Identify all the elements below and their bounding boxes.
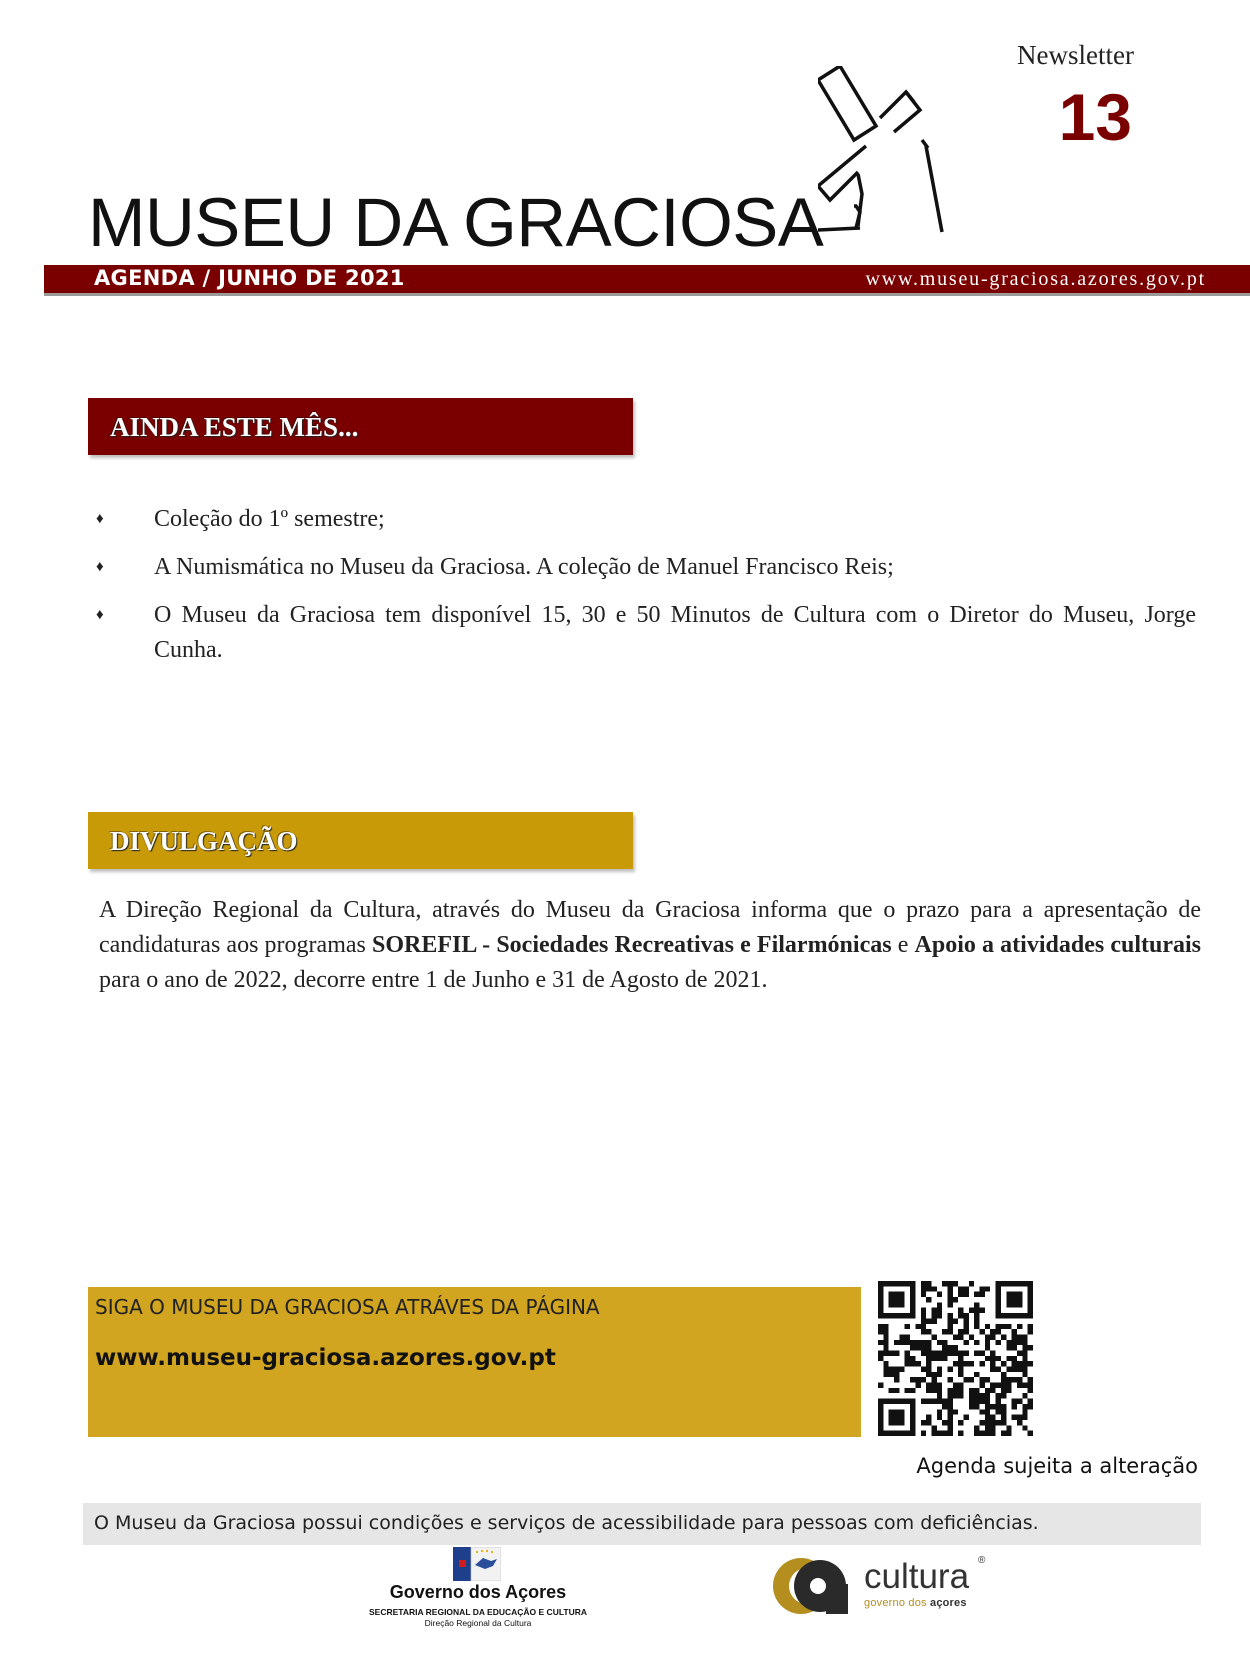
header-website-link[interactable]: www.museu-graciosa.azores.gov.pt	[865, 268, 1206, 290]
agenda-note: Agenda sujeita a alteração	[916, 1454, 1198, 1478]
cultura-subtitle-bold: açores	[930, 1597, 967, 1609]
diamond-bullet-icon: ♦	[96, 511, 104, 527]
azores-flag-icon	[453, 1547, 501, 1581]
list-item	[92, 598, 1196, 668]
section-title-ainda: AINDA ESTE MÊS...	[110, 412, 359, 442]
follow-box	[88, 1287, 861, 1437]
cultura-registered: ®	[978, 1555, 986, 1566]
follow-label: SIGA O MUSEU DA GRACIOSA ATRÁVES DA PÁGINA	[95, 1295, 600, 1319]
diamond-bullet-icon: ♦	[96, 559, 104, 575]
issue-number: 13	[1058, 80, 1132, 154]
cultura-subtitle-prefix: governo dos	[864, 1597, 930, 1609]
list-item-text: A Numismática no Museu da Graciosa. A coleção de Manuel Francisco Reis;	[154, 554, 894, 580]
divulgacao-text-2: e	[891, 932, 915, 958]
newsletter-label: Newsletter	[1017, 40, 1134, 70]
governo-direcao: Direção Regional da Cultura	[424, 1618, 532, 1628]
cultura-mark-icon	[768, 1553, 864, 1623]
divulgacao-bold-sorefil: SOREFIL - Sociedades Recreativas e Filarmónicas	[372, 932, 892, 958]
ainda-list	[92, 502, 1196, 681]
list-item-text: Coleção do 1º semestre;	[154, 506, 385, 532]
divulgacao-paragraph	[99, 893, 1201, 998]
accessibility-text: O Museu da Graciosa possui condições e serviços de acessibilidade para pessoas com deficiências.	[94, 1512, 1039, 1534]
section-title-divulgacao: DIVULGAÇÃO	[110, 826, 298, 856]
windmill-icon	[818, 66, 1008, 251]
divulgacao-text-1: A Direção Regional da Cultura, através do Museu da Graciosa informa que o prazo para a apresentação de candidaturas aos programas	[99, 897, 1201, 958]
governo-acores-logo	[363, 1545, 593, 1667]
governo-name: Governo dos Açores	[389, 1582, 567, 1602]
diamond-bullet-icon: ♦	[96, 607, 104, 623]
follow-website-link[interactable]: www.museu-graciosa.azores.gov.pt	[95, 1345, 556, 1371]
list-item	[92, 550, 1196, 585]
accessibility-bar	[83, 1503, 1201, 1545]
divulgacao-bold-apoio: Apoio a atividades culturais	[914, 932, 1201, 958]
section-header-divulgacao	[88, 812, 633, 869]
governo-secretaria: SECRETARIA REGIONAL DA EDUCAÇÃO E CULTURA	[368, 1607, 587, 1617]
qr-code-icon[interactable]	[878, 1281, 1033, 1436]
cultura-logo	[768, 1553, 988, 1623]
divulgacao-text-3: para o ano de 2022, decorre entre 1 de Junho e 31 de Agosto de 2021.	[99, 967, 768, 993]
section-header-ainda	[88, 398, 633, 455]
list-item	[92, 502, 1196, 537]
cultura-word: cultura	[864, 1557, 970, 1596]
list-item-text: O Museu da Graciosa tem disponível 15, 30 e 50 Minutos de Cultura com o Diretor do Museu, Jorge Cunha.	[154, 602, 1196, 663]
museum-title: MUSEU DA GRACIOSA	[88, 184, 824, 261]
cultura-subtitle	[864, 1597, 967, 1609]
agenda-date: AGENDA / JUNHO DE 2021	[94, 266, 405, 290]
